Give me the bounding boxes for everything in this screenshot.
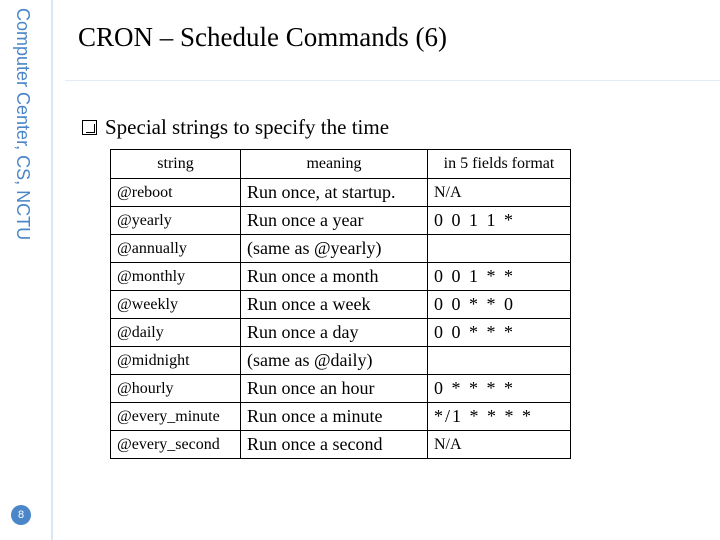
cell-format: N/A [428,431,571,459]
cell-format: 0 0 1 * * [428,263,571,291]
cell-string: @reboot [111,179,241,207]
cell-meaning: Run once a week [241,291,428,319]
table-row [111,179,571,207]
table-row [111,207,571,235]
cell-meaning: Run once, at startup. [241,179,428,207]
special-strings-table [110,149,571,459]
cell-format: 0 0 * * 0 [428,291,571,319]
cell-string: @weekly [111,291,241,319]
cell-meaning: (same as @daily) [241,347,428,375]
header-format: in 5 fields format [428,150,571,179]
header-string: string [111,150,241,179]
cell-meaning: Run once an hour [241,375,428,403]
table-header-row [111,150,571,179]
cell-format: 0 * * * * [428,375,571,403]
cell-meaning: (same as @yearly) [241,235,428,263]
cell-meaning: Run once a month [241,263,428,291]
sidebar-divider [51,0,53,540]
table-row [111,375,571,403]
cell-meaning: Run once a day [241,319,428,347]
page-number-badge: 8 [11,505,31,525]
cell-meaning: Run once a second [241,431,428,459]
cell-format [428,347,571,375]
cell-format: */1 * * * * [428,403,571,431]
cell-string: @hourly [111,375,241,403]
header-meaning: meaning [241,150,428,179]
bullet-item [82,115,389,140]
cell-string: @daily [111,319,241,347]
cell-string: @every_second [111,431,241,459]
bullet-text: Special strings to specify the time [105,115,390,139]
cell-string: @annually [111,235,241,263]
cell-format [428,235,571,263]
organization-label: Computer Center, CS, NCTU [13,8,33,241]
checkbox-bullet-icon [82,120,97,135]
title-divider [65,80,720,81]
cell-format: 0 0 * * * [428,319,571,347]
cell-format: 0 0 1 1 * [428,207,571,235]
cell-string: @midnight [111,347,241,375]
table-row [111,403,571,431]
cell-meaning: Run once a year [241,207,428,235]
cell-string: @every_minute [111,403,241,431]
cell-format: N/A [428,179,571,207]
cell-string: @yearly [111,207,241,235]
table-row [111,263,571,291]
table-row [111,347,571,375]
table-row [111,319,571,347]
table-row [111,235,571,263]
table-row [111,431,571,459]
cell-meaning: Run once a minute [241,403,428,431]
slide-title: CRON – Schedule Commands (6) [78,22,447,52]
cell-string: @monthly [111,263,241,291]
table-row [111,291,571,319]
